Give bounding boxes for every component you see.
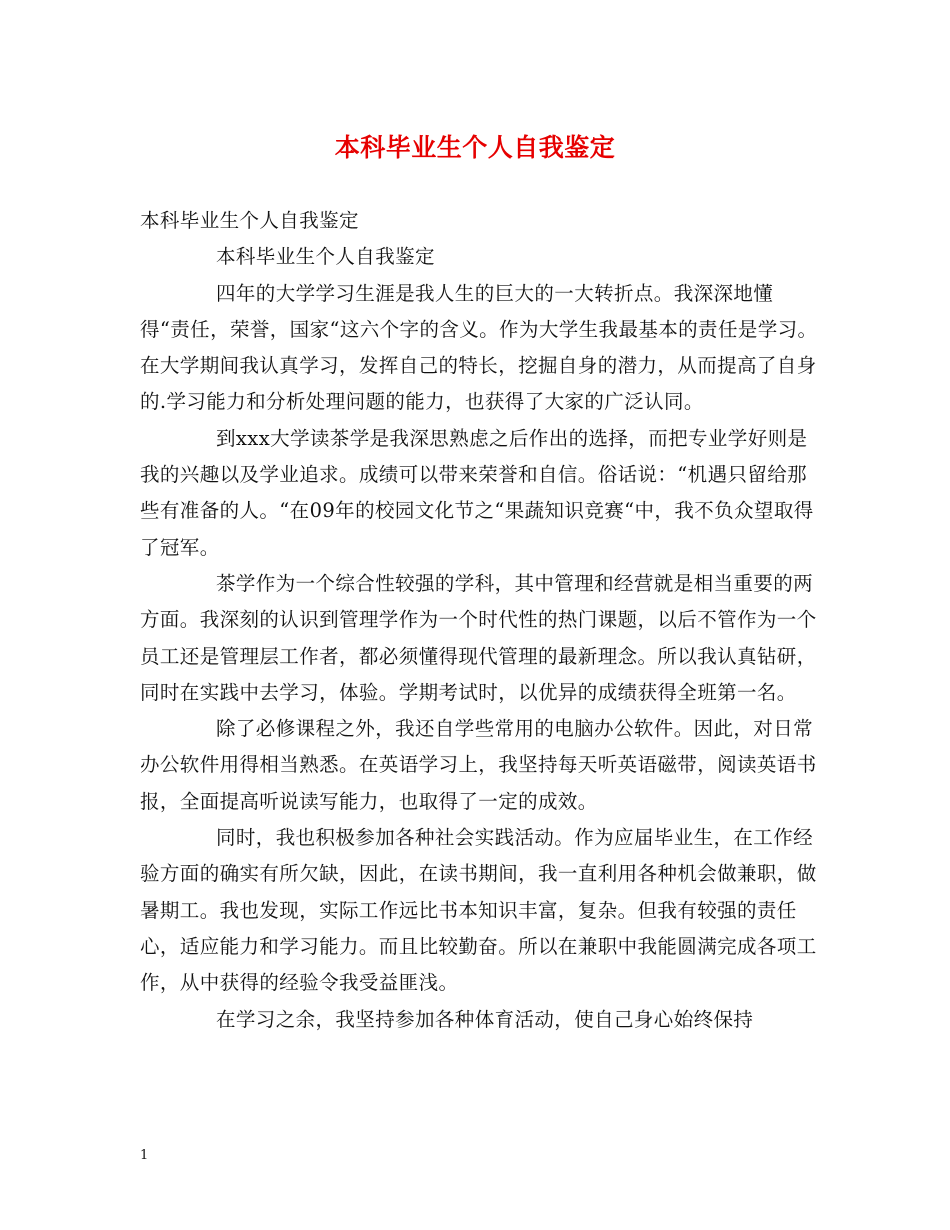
document-subheading: 本科毕业生个人自我鉴定 — [216, 245, 435, 269]
paragraph: 茶学作为一个综合性较强的学科，其中管理和经营就是相当重要的两方面。我深刻的认识到管理学作为一个时代性的热门课题，以后不管作为一个员工还是管理层工作者，都必须懂得现代管理的最新理念。所以我认真钻研，同时在实践中去学习，体验。学期考试时，以优异的成绩获得全班第一名。 — [140, 571, 817, 704]
paragraph: 除了必修课程之外，我还自学些常用的电脑办公软件。因此，对日常办公软件用得相当熟悉。在英语学习上，我坚持每天听英语磁带，阅读英语书报，全面提高听说读写能力，也取得了一定的成效。 — [140, 717, 817, 813]
document-heading: 本科毕业生个人自我鉴定 — [140, 209, 359, 232]
paragraph: 到xxx大学读茶学是我深思熟虑之后作出的选择，而把专业学好则是我的兴趣以及学业追求。成绩可以带来荣誉和自信。俗话说：“机遇只留给那些有准备的人。“在09年的校园文化节之“果蔬知识竞赛“中，我不负众望取得了冠军。 — [140, 426, 814, 559]
paragraph: 四年的大学学习生涯是我人生的巨大的一大转折点。我深深地懂得“责任，荣誉，国家“这六个字的含义。作为大学生我最基本的责任是学习。在大学期间我认真学习，发挥自己的特长，挖掘自身的潜力，从而提高了自身的.学习能力和分析处理问题的能力，也获得了大家的广泛认同。 — [140, 281, 818, 414]
paragraph: 同时，我也积极参加各种社会实践活动。作为应届毕业生，在工作经验方面的确实有所欠缺，因此，在读书期间，我一直利用各种机会做兼职，做暑期工。我也发现，实际工作远比书本知识丰富，复杂。但我有较强的责任心，适应能力和学习能力。而且比较勤奋。所以在兼职中我能圆满完成各项工作，从中获得的经验令我受益匪浅。 — [140, 826, 817, 995]
page-number: 1 — [140, 1148, 149, 1163]
document-body — [140, 203, 820, 1038]
document-title: 本科毕业生个人自我鉴定 — [334, 133, 616, 162]
paragraph: 在学习之余，我坚持参加各种体育活动，使自己身心始终保持 — [216, 1007, 754, 1031]
